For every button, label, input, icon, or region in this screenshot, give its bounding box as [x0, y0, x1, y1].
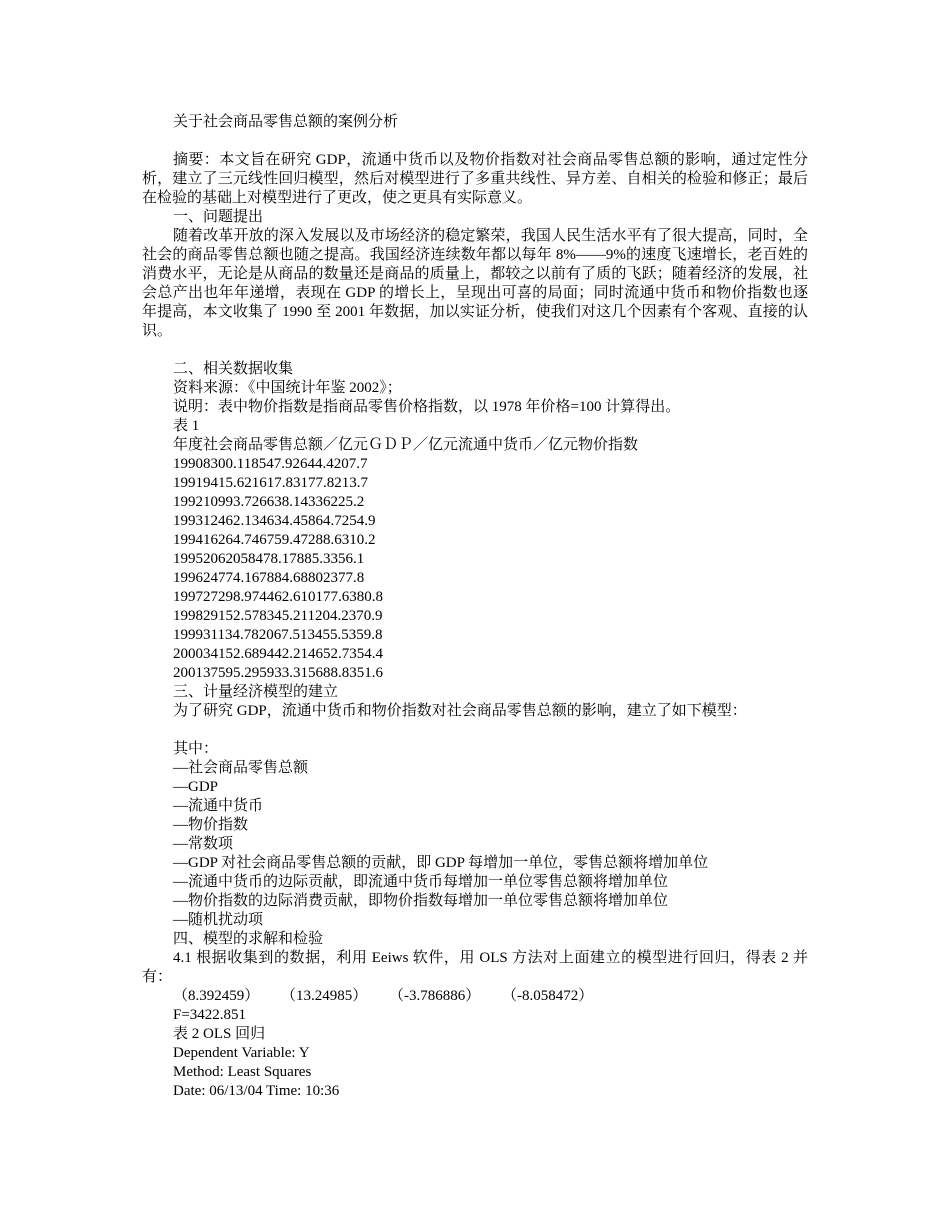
section-heading-model: 三、计量经济模型的建立	[173, 684, 339, 700]
model-intro: 为了研究 GDP，流通中货币和物价指数对社会商品零售总额的影响，建立了如下模型：	[173, 703, 747, 719]
definition-item: —物价指数	[173, 817, 249, 833]
estimation-paragraph: 4.1 根据收集到的数据，利用 Eeiws 软件，用 OLS 方法对上面建立的模型进行回归，得表 2 并有：	[142, 950, 808, 985]
definition-item: —随机扰动项	[173, 912, 264, 928]
t-stat: （-3.786886）	[389, 988, 481, 1004]
table1-row: 199829152.578345.211204.2370.9	[173, 608, 383, 624]
definition-item: —社会商品零售总额	[173, 760, 309, 776]
table1-row: 199931134.782067.513455.5359.8	[173, 627, 383, 643]
abstract-paragraph: 摘要：本文旨在研究 GDP，流通中货币以及物价指数对社会商品零售总额的影响，通过定性分析，建立了三元线性回归模型，然后对模型进行了多重共线性、异方差、自相关的检验和修正；最后在检验的基础上对模型进行了更改，使之更具有实际意义。	[142, 152, 808, 206]
definition-item: —物价指数的边际消费贡献，即物价指数每增加一单位零售总额将增加单位	[173, 893, 669, 909]
document-page	[142, 113, 808, 1101]
model-equation-placeholder	[142, 721, 808, 740]
t-stat: （13.24985）	[281, 988, 368, 1004]
definition-item: —GDP 对社会商品零售总额的贡献，即 GDP 每增加一单位，零售总额将增加单位	[173, 855, 709, 871]
regression-method: Method: Least Squares	[173, 1064, 312, 1080]
section-heading-problem: 一、问题提出	[173, 209, 264, 225]
table1-row: 19919415.621617.83177.8213.7	[173, 475, 368, 491]
table1-row: 199210993.726638.14336225.2	[173, 494, 365, 510]
t-statistics-line	[142, 987, 808, 1006]
section-heading-estimation: 四、模型的求解和检验	[173, 931, 324, 947]
f-statistic: F=3422.851	[173, 1007, 247, 1023]
definition-item: —流通中货币的边际贡献，即流通中货币每增加一单位零售总额将增加单位	[173, 874, 669, 890]
table1-row: 199624774.167884.68802377.8	[173, 570, 365, 586]
t-stat: （-8.058472）	[502, 988, 594, 1004]
regression-date: Date: 06/13/04 Time: 10:36	[173, 1083, 340, 1099]
table1-row: 19952062058478.17885.3356.1	[173, 551, 365, 567]
table1-row: 200034152.689442.214652.7354.4	[173, 646, 383, 662]
data-note: 说明：表中物价指数是指商品零售价格指数，以 1978 年价格=100 计算得出。	[173, 399, 681, 415]
table1-header: 年度社会商品零售总额／亿元ＧＤＰ／亿元流通中货币／亿元物价指数	[173, 437, 639, 453]
section-heading-data: 二、相关数据收集	[173, 361, 294, 377]
document-title: 关于社会商品零售总额的案例分析	[173, 114, 399, 130]
problem-paragraph: 随着改革开放的深入发展以及市场经济的稳定繁荣，我国人民生活水平有了很大提高，同时，全社会的商品零售总额也随之提高。我国经济连续数年都以每年 8%——9%的速度飞速增长，老百姓的消费水平，无论是从商品的数量还是商品的质量上，都较之以前有了质的飞跃；随着经济的发展，社会总产出也年年递增，表现在 GDP 的增长上，呈现出可喜的局面；同时流通中货币和物价指数也逐年提高，本文收集了 1990 至 2001 年数据，加以实证分析，使我们对这几个因素有个客观、直接的认识。	[142, 228, 808, 339]
table1-row: 199727298.974462.610177.6380.8	[173, 589, 383, 605]
table2-label: 表 2 OLS 回归	[173, 1026, 266, 1042]
table1-row: 199416264.746759.47288.6310.2	[173, 532, 376, 548]
table1-row: 19908300.118547.92644.4207.7	[173, 456, 368, 472]
table1-row: 200137595.295933.315688.8351.6	[173, 665, 383, 681]
table1-row: 199312462.134634.45864.7254.9	[173, 513, 376, 529]
definition-item: —常数项	[173, 836, 234, 852]
model-where: 其中：	[173, 741, 219, 757]
table1-label: 表 1	[173, 418, 200, 434]
data-source: 资料来源：《中国统计年鉴 2002》；	[173, 380, 402, 396]
definition-item: —流通中货币	[173, 798, 264, 814]
t-stat: （8.392459）	[173, 988, 260, 1004]
dependent-variable: Dependent Variable: Y	[173, 1045, 310, 1061]
definition-item: —GDP	[173, 779, 219, 795]
